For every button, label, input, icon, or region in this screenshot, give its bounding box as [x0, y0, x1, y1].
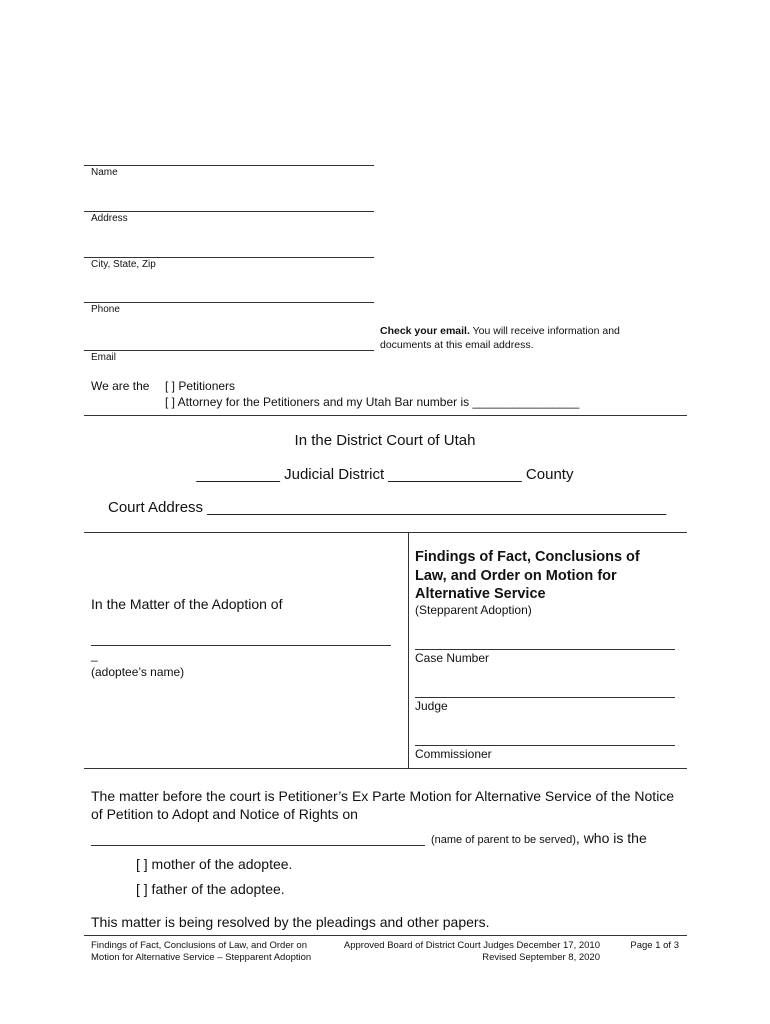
- case-number-label: Case Number: [415, 651, 490, 665]
- adoptee-label: (adoptee’s name): [91, 665, 185, 679]
- footer-approval: [320, 940, 600, 964]
- who-is-text: , who is the: [575, 830, 647, 846]
- resolution-paragraph: This matter is being resolved by the pleadings and other papers.: [91, 914, 490, 930]
- footer-page-number: Page 1 of 3: [630, 940, 679, 951]
- footer-document-title: Findings of Fact, Conclusions of Law, and Order on Motion for Alternative Service – Stepparent Adoption: [91, 940, 312, 963]
- petitioners-checkbox[interactable]: [ ] Petitioners: [165, 379, 236, 393]
- email-line[interactable]: [84, 350, 374, 351]
- caption-divider: [408, 532, 409, 768]
- commissioner-line[interactable]: [415, 745, 675, 746]
- city-state-zip-label: City, State, Zip: [91, 259, 156, 270]
- email-label: Email: [91, 352, 117, 363]
- judicial-district-line[interactable]: __________ Judicial District ________________ County: [196, 466, 574, 483]
- caption-bottom-border: [84, 768, 687, 769]
- name-label: Name: [91, 167, 118, 178]
- adoptee-underscore: _: [91, 648, 98, 662]
- matter-heading: In the Matter of the Adoption of: [91, 596, 283, 612]
- phone-label: Phone: [91, 304, 120, 315]
- email-note-rest: You will receive information and documents at this email address.: [380, 325, 620, 351]
- city-state-zip-line[interactable]: [84, 257, 374, 258]
- attorney-checkbox[interactable]: [ ] Attorney for the Petitioners and my Utah Bar number is ________________: [165, 395, 580, 409]
- email-note: [380, 324, 660, 352]
- caption-top-border: [84, 532, 687, 533]
- court-address-line[interactable]: Court Address _______________________________________________________: [108, 499, 667, 516]
- document-title: Findings of Fact, Conclusions of Law, and Order on Motion for Alternative Service: [415, 549, 640, 602]
- commissioner-label: Commissioner: [415, 747, 492, 761]
- address-label: Address: [91, 213, 128, 224]
- phone-line[interactable]: [84, 302, 374, 303]
- judge-line[interactable]: [415, 697, 675, 698]
- footer-approved-date: Approved Board of District Court Judges December 17, 2010: [343, 940, 600, 951]
- court-title: In the District Court of Utah: [294, 432, 476, 449]
- case-number-line[interactable]: [415, 649, 675, 650]
- adoptee-name-line[interactable]: [91, 645, 391, 646]
- parent-line-text: [431, 830, 647, 846]
- document-subtitle: (Stepparent Adoption): [415, 603, 532, 617]
- we-are-label: We are the: [91, 379, 150, 393]
- mother-checkbox[interactable]: [ ] mother of the adoptee.: [136, 856, 293, 872]
- footer-divider: [84, 935, 687, 936]
- footer-revised-date: Revised September 8, 2020: [482, 952, 600, 963]
- name-line[interactable]: [84, 165, 374, 166]
- parent-name-line[interactable]: [91, 845, 425, 846]
- motion-paragraph: The matter before the court is Petitioner’s Ex Parte Motion for Alternative Service of the Notice of Petition to Adopt and Notice of Rights on: [91, 788, 675, 822]
- parent-hint: (name of parent to be served): [431, 834, 576, 846]
- divider: [84, 415, 687, 416]
- father-checkbox[interactable]: [ ] father of the adoptee.: [136, 881, 285, 897]
- judge-label: Judge: [415, 699, 448, 713]
- email-note-bold: Check your email.: [380, 325, 470, 337]
- address-line[interactable]: [84, 211, 374, 212]
